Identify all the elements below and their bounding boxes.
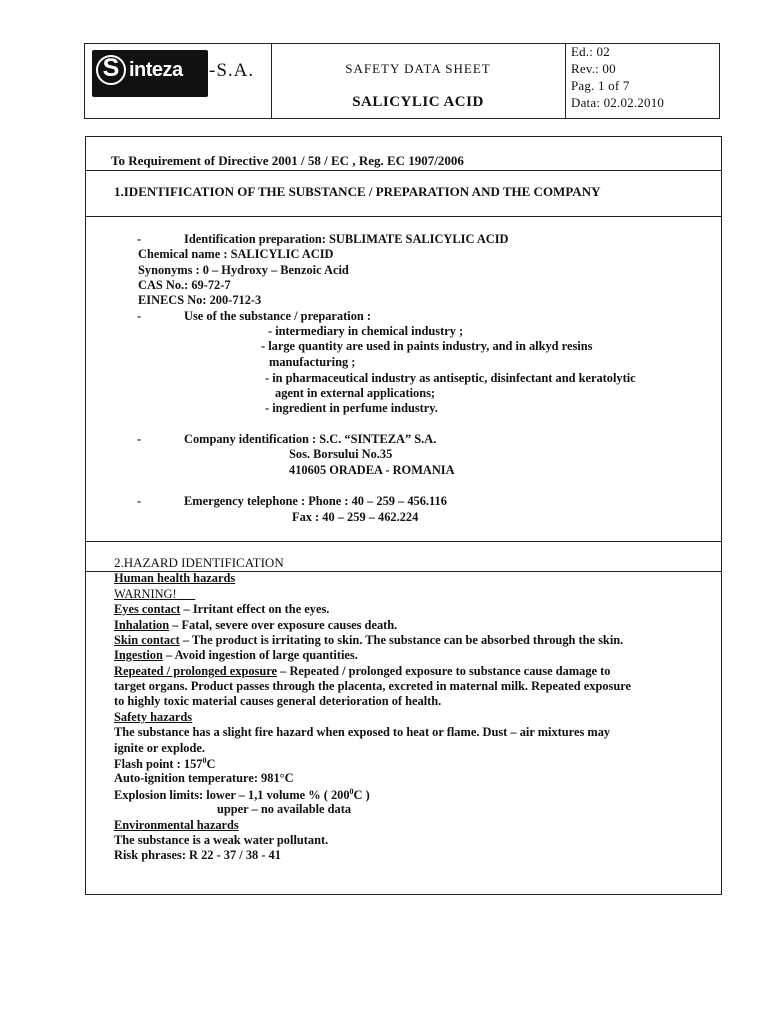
explosion-limits: Explosion limits: lower – 1,1 volume % ( $200^0C$ ) — [114, 787, 370, 803]
repeated-exposure-cont: to highly toxic material causes general deterioration of health. — [114, 694, 442, 708]
logo-cell — [85, 44, 272, 118]
product-name: SALICYLIC ACID — [352, 94, 484, 110]
chemical-name: Chemical name : SALICYLIC ACID — [138, 247, 334, 261]
company-address: Sos. Borsului No.35 — [289, 447, 393, 461]
content-box — [85, 136, 722, 895]
doc-meta-cell — [565, 44, 719, 118]
synonyms: Synonyms : 0 – Hydroxy – Benzoic Acid — [138, 263, 349, 277]
logo-suffix: -S.A. — [209, 60, 255, 81]
bullet: - — [137, 494, 142, 508]
use-item: - intermediary in chemical industry ; — [268, 324, 464, 338]
company-city: 410605 ORADEA - ROMANIA — [289, 463, 455, 477]
logo-s-icon: S — [96, 55, 126, 85]
use-label: Use of the substance / preparation : — [184, 309, 372, 323]
bullet: - — [137, 432, 142, 446]
identification-preparation: Identification preparation: SUBLIMATE SALICYLIC ACID — [184, 232, 509, 246]
use-item: - large quantity are used in paints industry, and in alkyd resins — [261, 339, 593, 353]
safety-hazards-heading: Safety hazards — [114, 710, 193, 724]
environmental-heading: Environmental hazards — [114, 818, 239, 832]
use-item-cont: manufacturing ; — [269, 355, 356, 369]
skin-contact: Skin contact – The product is irritating to skin. The substance can be absorbed through the skin. — [114, 633, 624, 647]
doc-type: SAFETY DATA SHEET — [345, 61, 491, 76]
bullet: - — [137, 232, 142, 246]
bullet: - — [137, 309, 142, 323]
logo-word: inteza — [129, 59, 183, 81]
ingestion: Ingestion – Avoid ingestion of large quantities. — [114, 648, 358, 662]
document-header — [84, 43, 720, 119]
human-health-heading: Human health hazards — [114, 571, 236, 585]
section2-title: 2.HAZARD IDENTIFICATION — [114, 555, 284, 570]
inhalation: Inhalation – Fatal, severe over exposure causes death. — [114, 618, 398, 632]
directive-line: To Requirement of Directive 2001 / 58 / EC , Reg. EC 1907/2006 — [111, 153, 464, 168]
explosion-upper: upper – no available data — [217, 802, 352, 816]
safety-text-cont: ignite or explode. — [114, 741, 205, 755]
divider — [86, 541, 721, 542]
edition: Ed.: 02 — [571, 44, 610, 59]
page-number: Pag. 1 of 7 — [571, 78, 630, 93]
einecs-number: EINECS No: 200-712-3 — [138, 293, 262, 307]
cas-number: CAS No.: 69-72-7 — [138, 278, 231, 292]
use-item-cont: agent in external applications; — [275, 386, 436, 400]
repeated-exposure-cont: target organs. Product passes through the placenta, excreted in maternal milk. Repeated exposure — [114, 679, 632, 693]
risk-phrases: Risk phrases: R 22 - 37 / 38 - 41 — [114, 848, 281, 862]
warning: WARNING! — [114, 587, 177, 601]
divider — [86, 170, 721, 171]
company-logo — [92, 50, 208, 97]
section1-title: 1.IDENTIFICATION OF THE SUBSTANCE / PREPARATION AND THE COMPANY — [114, 184, 601, 199]
company-identification: Company identification : S.C. “SINTEZA” S.A. — [184, 432, 437, 446]
fax-number: Fax : 40 – 259 – 462.224 — [292, 510, 419, 524]
use-item: - ingredient in perfume industry. — [265, 401, 438, 415]
divider — [86, 216, 721, 217]
revision: Rev.: 00 — [571, 61, 616, 76]
environmental-text: The substance is a weak water pollutant. — [114, 833, 329, 847]
auto-ignition: Auto-ignition temperature: 981°C — [114, 771, 294, 785]
date: Data: 02.02.2010 — [571, 95, 665, 110]
emergency-telephone: Emergency telephone : Phone : 40 – 259 – 456.116 — [184, 494, 447, 508]
safety-text: The substance has a slight fire hazard when exposed to heat or flame. Dust – air mixtures may — [114, 725, 611, 739]
repeated-exposure: Repeated / prolonged exposure – Repeated / prolonged exposure to substance cause damage to — [114, 664, 611, 678]
use-item: - in pharmaceutical industry as antiseptic, disinfectant and keratolytic — [265, 371, 636, 385]
eyes-contact: Eyes contact – Irritant effect on the eyes. — [114, 602, 330, 616]
flash-point: Flash point : $157^0C$ — [114, 756, 216, 772]
